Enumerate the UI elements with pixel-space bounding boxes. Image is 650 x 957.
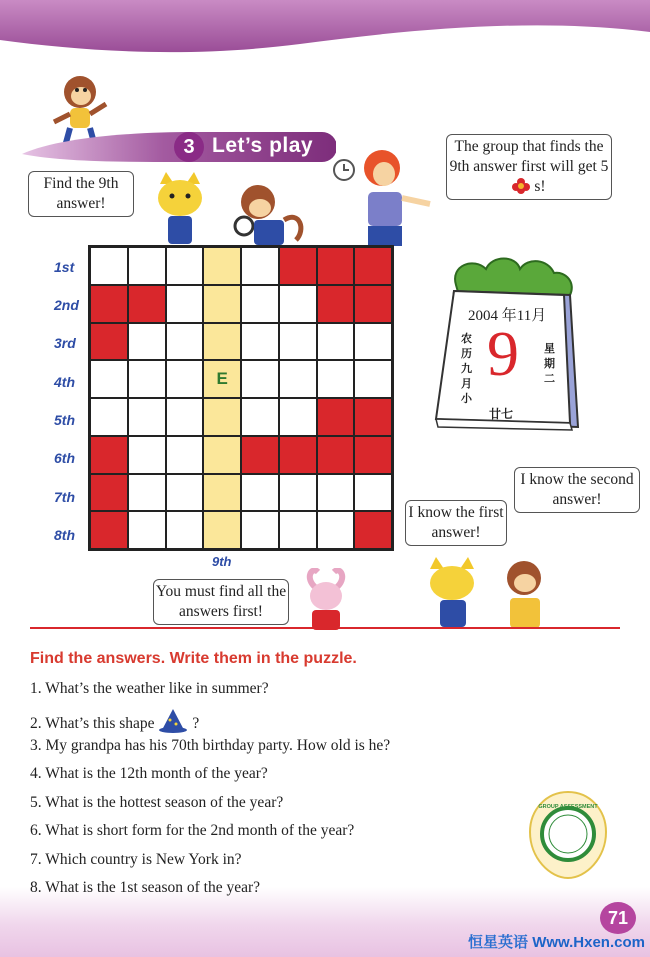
grid-cell-r8-c6[interactable] xyxy=(279,511,317,549)
grid-cell-r3-c6[interactable] xyxy=(279,323,317,361)
row-label-7th: 7th xyxy=(54,489,75,505)
row-label-6th: 6th xyxy=(54,450,75,466)
grid-cell-r8-c3[interactable] xyxy=(166,511,204,549)
grid-cell-r1-c1[interactable] xyxy=(90,247,128,285)
grid-cell-r1-c7 xyxy=(317,247,355,285)
question-1: 1. What’s the weather like in summer? xyxy=(30,680,269,697)
grid-cell-r1-c8 xyxy=(354,247,392,285)
row-label-8th: 8th xyxy=(54,527,75,543)
grid-cell-r6-c5 xyxy=(241,436,279,474)
top-banner xyxy=(0,0,650,60)
grid-cell-r7-c1 xyxy=(90,474,128,512)
site-name: 恒星英语 xyxy=(468,934,529,951)
grid-cell-r1-c2[interactable] xyxy=(128,247,166,285)
bubble-know-second-text: I know the second answer! xyxy=(520,471,634,508)
grid-cell-r1-c5[interactable] xyxy=(241,247,279,285)
grid-cell-r7-c8[interactable] xyxy=(354,474,392,512)
grid-cell-r1-c6 xyxy=(279,247,317,285)
question-2-text: 2. What’s this shape xyxy=(30,715,155,732)
grid-cell-r4-c8[interactable] xyxy=(354,360,392,398)
cat-character xyxy=(150,172,210,244)
lesson-title: Let’s play xyxy=(212,134,314,157)
grid-cell-r5-c6[interactable] xyxy=(279,398,317,436)
grid-cell-r2-c8 xyxy=(354,285,392,323)
question-6: 6. What is short form for the 2nd month of the year? xyxy=(30,822,355,839)
grid-cell-r2-c3[interactable] xyxy=(166,285,204,323)
grid-cell-r2-c6[interactable] xyxy=(279,285,317,323)
grid-cell-r5-c3[interactable] xyxy=(166,398,204,436)
grid-cell-r3-c2[interactable] xyxy=(128,323,166,361)
grid-cell-r6-c8 xyxy=(354,436,392,474)
grid-cell-r5-c8 xyxy=(354,398,392,436)
stamp-text: GROUP ASSESSMENT xyxy=(538,804,598,810)
site-url: Www.Hxen.com xyxy=(532,934,645,951)
grid-cell-r3-c7[interactable] xyxy=(317,323,355,361)
bubble-find-9th xyxy=(28,171,134,217)
grid-cell-r6-c6 xyxy=(279,436,317,474)
grid-cell-r5-c2[interactable] xyxy=(128,398,166,436)
question-7: 7. Which country is New York in? xyxy=(30,851,242,868)
row-label-1st: 1st xyxy=(54,259,75,275)
grid-cell-r4-c1[interactable] xyxy=(90,360,128,398)
question-3: 3. My grandpa has his 70th birthday party. How old is he? xyxy=(30,737,391,754)
grid-cell-r6-c1 xyxy=(90,436,128,474)
lesson-number: 3 xyxy=(174,132,204,162)
crossword-grid xyxy=(88,245,394,551)
question-4: 4. What is the 12th month of the year? xyxy=(30,765,268,782)
grid-cell-r3-c4[interactable] xyxy=(203,323,241,361)
question-2-suffix: ? xyxy=(192,715,200,732)
grid-cell-r6-c3[interactable] xyxy=(166,436,204,474)
grid-cell-r8-c5[interactable] xyxy=(241,511,279,549)
grid-cell-r5-c7 xyxy=(317,398,355,436)
question-2 xyxy=(30,708,199,734)
grid-cell-r5-c1[interactable] xyxy=(90,398,128,436)
grid-cell-r6-c2[interactable] xyxy=(128,436,166,474)
calendar-lunar-month: 农历九月小 xyxy=(461,333,472,405)
girl-character xyxy=(330,148,440,246)
question-8: 8. What is the 1st season of the year? xyxy=(30,879,260,896)
grid-cell-r6-c7 xyxy=(317,436,355,474)
row-label-2nd: 2nd xyxy=(54,297,79,313)
grid-cell-r8-c2[interactable] xyxy=(128,511,166,549)
grid-cell-r7-c7[interactable] xyxy=(317,474,355,512)
flower-icon xyxy=(512,178,530,194)
grid-cell-r5-c5[interactable] xyxy=(241,398,279,436)
grid-cell-r3-c5[interactable] xyxy=(241,323,279,361)
section-divider xyxy=(30,627,620,629)
wizard-hat-icon xyxy=(158,708,188,734)
calendar-day: 9 xyxy=(487,318,519,389)
grid-cell-r4-c3[interactable] xyxy=(166,360,204,398)
site-watermark xyxy=(468,931,645,952)
column-label-9th: 9th xyxy=(212,554,232,569)
grid-cell-r1-c4[interactable] xyxy=(203,247,241,285)
grid-cell-r7-c4[interactable] xyxy=(203,474,241,512)
grid-cell-r3-c3[interactable] xyxy=(166,323,204,361)
grid-cell-r3-c1 xyxy=(90,323,128,361)
monkey-magnifier-character xyxy=(230,180,310,245)
grid-cell-r6-c4[interactable] xyxy=(203,436,241,474)
monkey-cheering-character xyxy=(494,558,558,628)
question-5: 5. What is the hottest season of the year? xyxy=(30,794,284,811)
lesson-header xyxy=(22,132,336,162)
bubble-group-prize xyxy=(446,134,612,200)
grid-cell-r7-c3[interactable] xyxy=(166,474,204,512)
bubble-group-prize-text: The group that finds the 9th answer first will get 5 xyxy=(449,138,609,175)
grid-cell-r4-c7[interactable] xyxy=(317,360,355,398)
bubble-find-9th-text: Find the 9th answer! xyxy=(43,175,119,212)
bubble-know-second xyxy=(514,467,640,513)
grid-cell-r2-c4[interactable] xyxy=(203,285,241,323)
bubble-group-prize-suffix: s! xyxy=(534,178,546,195)
grid-cell-r4-c2[interactable] xyxy=(128,360,166,398)
grid-cell-r7-c6[interactable] xyxy=(279,474,317,512)
grid-cell-r2-c7 xyxy=(317,285,355,323)
grid-cell-r4-c6[interactable] xyxy=(279,360,317,398)
grid-cell-r7-c5[interactable] xyxy=(241,474,279,512)
grid-cell-r4-c5[interactable] xyxy=(241,360,279,398)
bubble-know-first xyxy=(405,500,507,546)
cat-cheering-character xyxy=(420,555,490,627)
calendar-date-line: 2004 年11月 xyxy=(468,308,547,324)
grid-cell-r2-c2 xyxy=(128,285,166,323)
grid-cell-r5-c4[interactable] xyxy=(203,398,241,436)
calendar-lunar-day: 廿七 xyxy=(489,407,514,421)
row-label-4th: 4th xyxy=(54,374,75,390)
grid-cell-r2-c1 xyxy=(90,285,128,323)
grid-cell-r4-c4[interactable]: E xyxy=(203,360,241,398)
row-label-5th: 5th xyxy=(54,412,75,428)
page-number: 71 xyxy=(600,902,636,934)
bubble-know-first-text: I know the first answer! xyxy=(408,504,504,541)
instructions: Find the answers. Write them in the puzzle. xyxy=(30,650,357,667)
calendar-weekday: 星期二 xyxy=(544,343,555,385)
bubble-must-find-text: You must find all the answers first! xyxy=(155,583,287,620)
grid-cell-r1-c3[interactable] xyxy=(166,247,204,285)
grid-cell-r8-c8 xyxy=(354,511,392,549)
rabbit-character xyxy=(298,568,358,630)
grid-cell-r2-c5[interactable] xyxy=(241,285,279,323)
grid-cell-r8-c1 xyxy=(90,511,128,549)
row-label-3rd: 3rd xyxy=(54,335,76,351)
grid-cell-r7-c2[interactable] xyxy=(128,474,166,512)
grid-cell-r8-c7[interactable] xyxy=(317,511,355,549)
grid-cell-r8-c4[interactable] xyxy=(203,511,241,549)
bubble-must-find xyxy=(153,579,289,625)
grid-cell-r3-c8[interactable] xyxy=(354,323,392,361)
group-assessment-stamp xyxy=(528,790,608,880)
